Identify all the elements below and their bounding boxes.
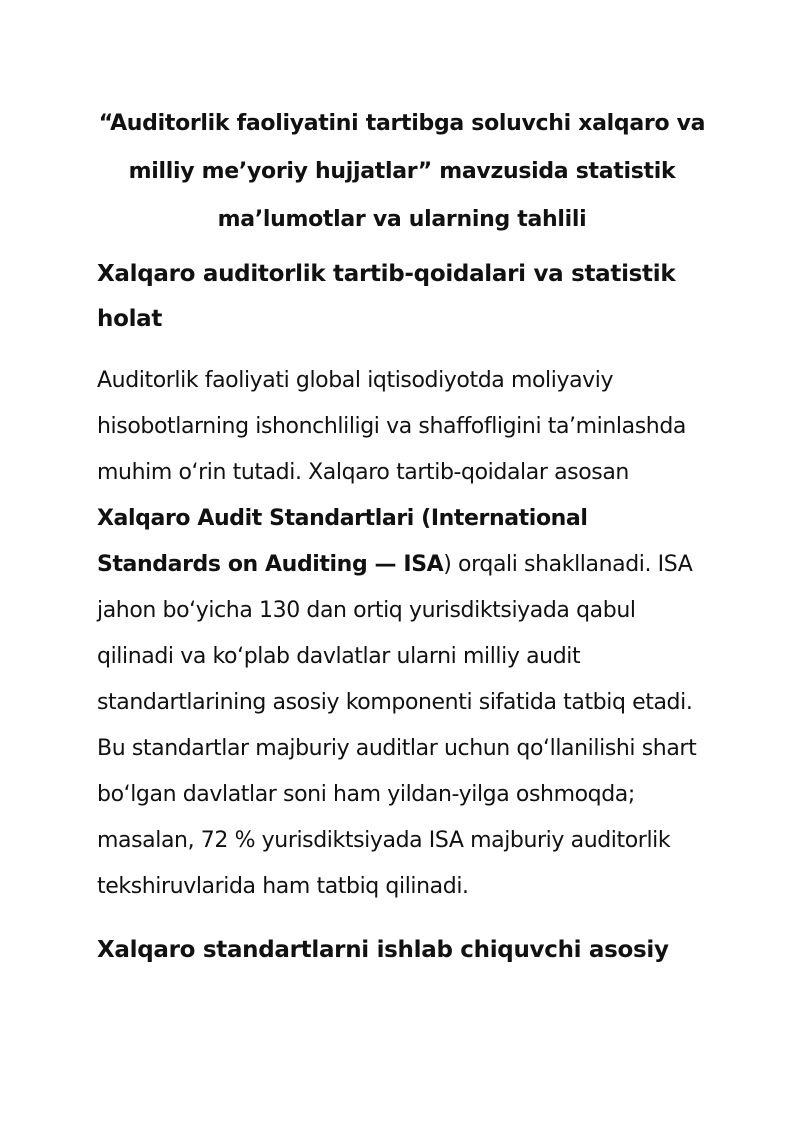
document-title: “Auditorlik faoliyatini tartibga soluvchi xalqaro va milliy me’yoriy hujjatlar” mavzusida statistik ma’lumotlar va ularning tahlili [98, 111, 706, 232]
paragraph-bold-isa: Xalqaro Audit Standartlari (International Standards on Auditing — ISA [97, 506, 588, 577]
body-paragraph [97, 358, 707, 910]
document-page [97, 100, 707, 973]
paragraph-text-intro: Auditorlik faoliyati global iqtisodiyotda moliyaviy hisobotlarning ishonchliligi va shaffofligini ta’minlashda muhim o‘rin tutadi. Xalqaro tartib-qoidalar asosan [97, 368, 686, 485]
section-heading-international-rules: Xalqaro auditorlik tartib-qoidalari va statistik holat [97, 261, 676, 332]
section-heading-standard-setters: Xalqaro standartlarni ishlab chiquvchi asosiy [97, 937, 669, 963]
paragraph-text-rest: ) orqali shakllanadi. ISA jahon bo‘yicha 130 dan ortiq yurisdiktsiyada qabul qilinadi va ko‘plab davlatlar ularni milliy audit standartlarining asosiy komponenti sifatida tatbiq etadi. Bu standartlar majburiy auditlar uchun qo‘llanilishi shart bo‘lgan davlatlar soni ham yildan-yilga oshmoqda; masalan, 72 % yurisdiktsiyada ISA majburiy auditorlik tekshiruvlarida ham tatbiq qilinadi. [97, 552, 697, 899]
